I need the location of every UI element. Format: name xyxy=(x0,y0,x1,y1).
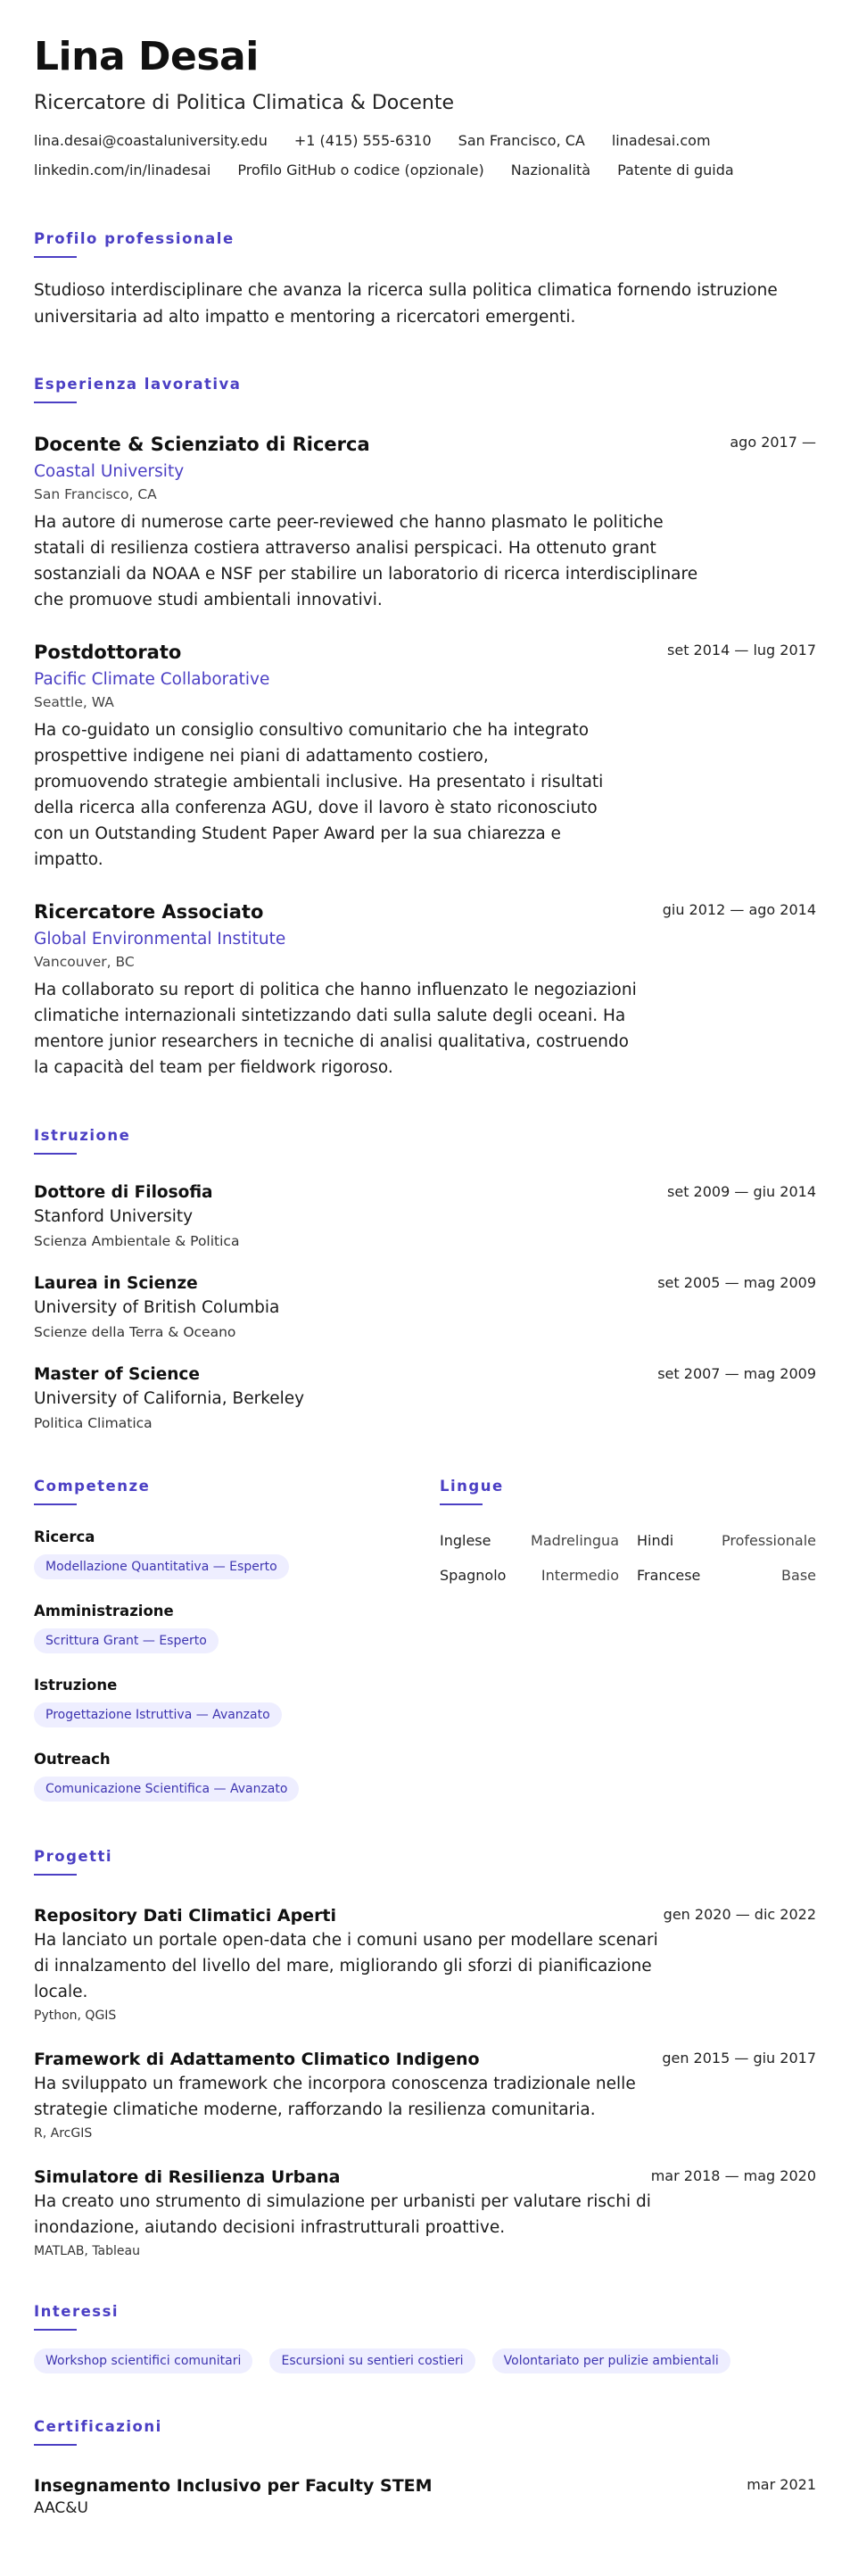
skill-pill: Scrittura Grant — Esperto xyxy=(34,1628,219,1653)
skill-group-name: Amministrazione xyxy=(34,1603,174,1619)
section-rule xyxy=(34,2444,77,2446)
project-date: gen 2020 — dic 2022 xyxy=(663,1906,816,1923)
certification-name: Insegnamento Inclusivo per Faculty STEM xyxy=(34,2476,433,2496)
summary-section xyxy=(34,230,816,331)
skill-group xyxy=(34,1677,440,1727)
education-date: set 2009 — giu 2014 xyxy=(667,1183,816,1200)
education-field: Politica Climatica xyxy=(34,1415,153,1431)
section-rule xyxy=(34,1503,77,1505)
project-date: mar 2018 — mag 2020 xyxy=(650,2167,816,2184)
section-rule xyxy=(34,256,77,258)
education-date: set 2005 — mag 2009 xyxy=(657,1274,816,1291)
section-title: Competenze xyxy=(34,1478,151,1495)
language-name: Francese xyxy=(637,1567,701,1584)
education-field: Scienza Ambientale & Politica xyxy=(34,1233,240,1249)
skill-group-name: Ricerca xyxy=(34,1528,95,1545)
education-school: University of California, Berkeley xyxy=(34,1389,305,1408)
language-name: Spagnolo xyxy=(440,1567,507,1584)
contact-info xyxy=(34,132,816,178)
language-level: Madrelingua xyxy=(531,1532,619,1549)
interest-pill: Volontariato per pulizie ambientali xyxy=(492,2348,730,2373)
section-title: Progetti xyxy=(34,1848,112,1865)
education-school: University of British Columbia xyxy=(34,1298,280,1317)
experience-item xyxy=(34,642,816,873)
projects-section xyxy=(34,1848,816,2258)
section-title: Esperienza lavorativa xyxy=(34,376,242,393)
section-title: Certificazioni xyxy=(34,2418,162,2435)
language-name: Inglese xyxy=(440,1532,491,1549)
language-item xyxy=(637,1567,816,1584)
language-item xyxy=(440,1532,619,1549)
skill-group xyxy=(34,1528,440,1579)
project-description: Ha sviluppato un framework che incorpora conoscenza tradizionale nelle strategie climatiche moderne, rafforzando la resilienza comunitaria. xyxy=(34,2075,636,2119)
project-date: gen 2015 — giu 2017 xyxy=(662,2050,816,2067)
project-tech: Python, QGIS xyxy=(34,2009,117,2023)
summary-text: Studioso interdisciplinare che avanza la ricerca sulla politica climatica fornendo istruzione universitaria ad alto impatto e mentoring a ricercatori emergenti. xyxy=(34,281,778,327)
project-item xyxy=(34,2167,816,2258)
experience-role: Postdottorato xyxy=(34,642,182,663)
section-title: Lingue xyxy=(440,1478,504,1495)
experience-company: Coastal University xyxy=(34,462,185,481)
section-rule xyxy=(34,2329,77,2331)
education-school: Stanford University xyxy=(34,1207,194,1226)
skill-pill: Modellazione Quantitativa — Esperto xyxy=(34,1554,289,1579)
skill-group xyxy=(34,1603,440,1653)
experience-role: Docente & Scienziato di Ricerca xyxy=(34,434,370,455)
experience-item xyxy=(34,901,816,1081)
experience-location: Vancouver, BC xyxy=(34,954,135,970)
contact-github[interactable]: Profilo GitHub o codice (opzionale) xyxy=(237,162,484,178)
skill-pill: Comunicazione Scientifica — Avanzato xyxy=(34,1777,299,1802)
certification-item xyxy=(34,2476,816,2517)
interests-list xyxy=(34,2348,816,2373)
contact-website[interactable]: linadesai.com xyxy=(611,132,711,149)
interest-pill: Escursioni su sentieri costieri xyxy=(269,2348,475,2373)
languages-grid xyxy=(440,1532,816,1584)
experience-date: set 2014 — lug 2017 xyxy=(667,642,816,658)
experience-description: Ha collaborato su report di politica che hanno influenzato le negoziazioni climatiche internazionali sintetizzando dati sulla salute degli oceani. Ha mentore junior researchers in tecniche di analisi qualitativa, costruendo la capacità del team per fieldwork rigoroso. xyxy=(34,981,637,1077)
candidate-name: Lina Desai xyxy=(34,34,259,79)
experience-description: Ha autore di numerose carte peer-reviewed che hanno plasmato le politiche statali di resilienza costiera attraverso analisi perspicaci. Ha ottenuto grant sostanziali da NOAA e NSF per stabilire un laboratorio di ricerca interdisciplinare che promuove studi ambientali innovativi. xyxy=(34,513,698,609)
experience-company: Pacific Climate Collaborative xyxy=(34,670,270,689)
language-item xyxy=(440,1567,619,1584)
contact-nationality: Nazionalità xyxy=(510,162,591,178)
project-item xyxy=(34,2050,816,2141)
education-degree: Master of Science xyxy=(34,1365,200,1384)
education-item xyxy=(34,1365,816,1431)
experience-item xyxy=(34,434,816,613)
section-rule xyxy=(34,402,77,403)
project-item xyxy=(34,1906,816,2023)
experience-date: giu 2012 — ago 2014 xyxy=(662,901,816,918)
language-level: Base xyxy=(781,1567,816,1584)
project-name: Repository Dati Climatici Aperti xyxy=(34,1906,337,1926)
education-degree: Dottore di Filosofia xyxy=(34,1183,213,1202)
interests-section xyxy=(34,2303,816,2373)
language-item xyxy=(637,1532,816,1549)
education-section xyxy=(34,1127,816,1431)
contact-email[interactable]: lina.desai@coastaluniversity.edu xyxy=(34,132,268,149)
experience-section xyxy=(34,376,816,1081)
project-name: Framework di Adattamento Climatico Indigeno xyxy=(34,2050,480,2069)
contact-location: San Francisco, CA xyxy=(458,132,585,149)
section-rule xyxy=(34,1874,77,1876)
contact-linkedin[interactable]: linkedin.com/in/linadesai xyxy=(34,162,211,178)
section-title: Istruzione xyxy=(34,1127,131,1144)
resume-header xyxy=(34,34,816,178)
experience-location: San Francisco, CA xyxy=(34,486,157,502)
experience-company: Global Environmental Institute xyxy=(34,930,286,948)
candidate-headline: Ricercatore di Politica Climatica & Docente xyxy=(34,92,454,114)
education-degree: Laurea in Scienze xyxy=(34,1274,198,1293)
contact-driving-license: Patente di guida xyxy=(617,162,734,178)
skills-section xyxy=(34,1478,440,1802)
education-field: Scienze della Terra & Oceano xyxy=(34,1324,236,1340)
section-rule xyxy=(34,1153,77,1155)
certification-issuer: AAC&U xyxy=(34,2499,89,2517)
project-tech: R, ArcGIS xyxy=(34,2126,93,2141)
skills-languages-row xyxy=(34,1478,816,1802)
project-tech: MATLAB, Tableau xyxy=(34,2244,140,2258)
experience-date: ago 2017 — xyxy=(730,434,816,451)
project-name: Simulatore di Resilienza Urbana xyxy=(34,2167,341,2187)
interest-pill: Workshop scientifici comunitari xyxy=(34,2348,252,2373)
language-name: Hindi xyxy=(637,1532,674,1549)
skill-pill: Progettazione Istruttiva — Avanzato xyxy=(34,1702,282,1727)
section-rule xyxy=(440,1503,483,1505)
experience-role: Ricercatore Associato xyxy=(34,901,264,923)
experience-location: Seattle, WA xyxy=(34,694,114,710)
education-item xyxy=(34,1274,816,1340)
skill-group-name: Outreach xyxy=(34,1751,111,1768)
certification-date: mar 2021 xyxy=(747,2476,816,2493)
contact-phone[interactable]: +1 (415) 555-6310 xyxy=(293,132,432,149)
language-level: Intermedio xyxy=(541,1567,619,1584)
project-description: Ha creato uno strumento di simulazione per urbanisti per valutare rischi di inondazione, aiutando decisioni infrastrutturali proattive. xyxy=(34,2192,651,2237)
languages-section xyxy=(440,1478,816,1802)
section-title: Interessi xyxy=(34,2303,120,2320)
project-description: Ha lanciato un portale open-data che i comuni usano per modellare scenari di innalzamento del livello del mare, migliorando gli sforzi di pianificazione locale. xyxy=(34,1931,658,2001)
skill-group-name: Istruzione xyxy=(34,1677,118,1694)
certifications-section xyxy=(34,2418,816,2517)
education-item xyxy=(34,1183,816,1249)
language-level: Professionale xyxy=(722,1532,816,1549)
experience-description: Ha co-guidato un consiglio consultivo comunitario che ha integrato prospettive indigene nei piani di adattamento costiero, promuovendo strategie ambientali inclusive. Ha presentato i risultati della ricerca alla conferenza AGU, dove il lavoro è stato riconosciuto con un Outstanding Student Paper Award per la sua chiarezza e impatto. xyxy=(34,721,604,869)
skill-group xyxy=(34,1751,440,1802)
education-date: set 2007 — mag 2009 xyxy=(657,1365,816,1382)
section-title: Profilo professionale xyxy=(34,230,235,247)
